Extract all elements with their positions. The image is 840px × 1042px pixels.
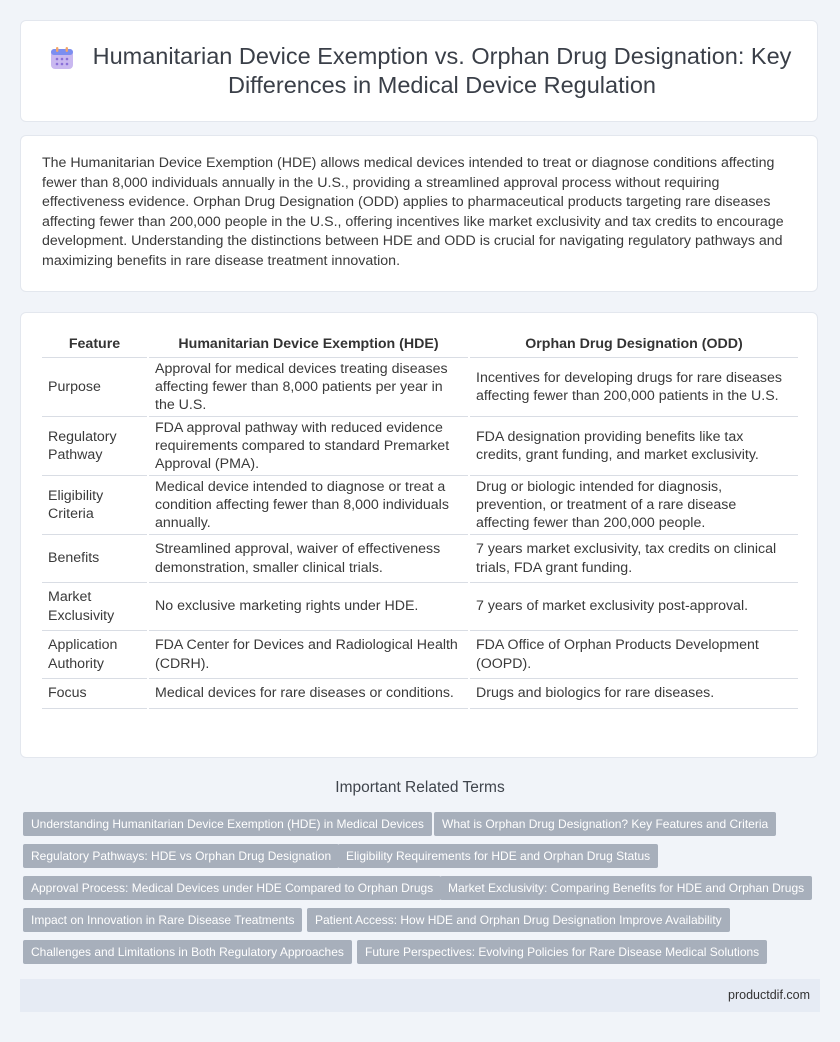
related-term-link[interactable]: Future Perspectives: Evolving Policies for Rare Disease Medical Solutions — [357, 940, 767, 964]
cell-odd: FDA Office of Orphan Products Development (OOPD). — [469, 631, 798, 679]
cell-hde: Medical devices for rare diseases or conditions. — [148, 679, 469, 709]
table-row — [42, 358, 798, 417]
cell-odd: Drugs and biologics for rare diseases. — [469, 679, 798, 709]
cell-odd: 7 years market exclusivity, tax credits on clinical trials, FDA grant funding. — [469, 535, 798, 583]
title-card — [20, 20, 818, 122]
table-row — [42, 476, 798, 535]
calendar-icon — [49, 45, 75, 71]
cell-hde: Approval for medical devices treating diseases affecting fewer than 8,000 patients per year in the U.S. — [148, 358, 469, 417]
header-feature: Feature — [42, 331, 148, 358]
cell-hde: Streamlined approval, waiver of effectiveness demonstration, smaller clinical trials. — [148, 535, 469, 583]
table-row — [42, 583, 798, 631]
table-row — [42, 679, 798, 709]
cell-odd: Drug or biologic intended for diagnosis, prevention, or treatment of a rare disease affecting fewer than 200,000 people. — [469, 476, 798, 535]
related-term-link[interactable]: Approval Process: Medical Devices under HDE Compared to Orphan Drugs — [23, 876, 441, 900]
footer — [20, 979, 820, 1012]
related-terms-heading: Important Related Terms — [335, 779, 505, 796]
related-term-link[interactable]: Impact on Innovation in Rare Disease Treatments — [23, 908, 302, 932]
cell-hde: FDA Center for Devices and Radiological Health (CDRH). — [148, 631, 469, 679]
related-term-link[interactable]: Regulatory Pathways: HDE vs Orphan Drug Designation — [23, 844, 339, 868]
page-title: Humanitarian Device Exemption vs. Orphan Drug Designation: Key Differences in Medical Device Regulation — [92, 43, 792, 98]
header-hde: Humanitarian Device Exemption (HDE) — [148, 331, 469, 358]
related-term-link[interactable]: Eligibility Requirements for HDE and Orphan Drug Status — [338, 844, 658, 868]
cell-feature: Benefits — [42, 535, 148, 583]
cell-hde: Medical device intended to diagnose or treat a condition affecting fewer than 8,000 individuals annually. — [148, 476, 469, 535]
table-row — [42, 535, 798, 583]
related-term-link[interactable]: What is Orphan Drug Designation? Key Features and Criteria — [434, 812, 776, 836]
cell-odd: FDA designation providing benefits like tax credits, grant funding, and market exclusivity. — [469, 417, 798, 476]
cell-feature: Regulatory Pathway — [42, 417, 148, 476]
comparison-card — [20, 312, 818, 758]
table-row — [42, 417, 798, 476]
intro-paragraph: The Humanitarian Device Exemption (HDE) allows medical devices intended to treat or diagnose conditions affecting fewer than 8,000 individuals annually in the U.S., providing a streamlined approval process without requiring effectiveness evidence. Orphan Drug Designation (ODD) applies to pharmaceutical products targeting rare diseases affecting fewer than 200,000 people in the U.S., offering incentives like market exclusivity and tax credits to encourage development. Understanding the distinctions between HDE and ODD is crucial for navigating regulatory pathways and maximizing benefits in rare disease treatment innovation. — [42, 155, 784, 269]
related-term-link[interactable]: Understanding Humanitarian Device Exemption (HDE) in Medical Devices — [23, 812, 432, 836]
intro-card — [20, 135, 818, 292]
cell-odd: 7 years of market exclusivity post-approval. — [469, 583, 798, 631]
comparison-table — [42, 331, 798, 709]
table-row — [42, 631, 798, 679]
cell-odd: Incentives for developing drugs for rare diseases affecting fewer than 200,000 patients in the U.S. — [469, 358, 798, 417]
header-odd: Orphan Drug Designation (ODD) — [469, 331, 798, 358]
footer-site: productdif.com — [728, 988, 810, 1002]
cell-hde: FDA approval pathway with reduced evidence requirements compared to standard Premarket Approval (PMA). — [148, 417, 469, 476]
cell-hde: No exclusive marketing rights under HDE. — [148, 583, 469, 631]
cell-feature: Eligibility Criteria — [42, 476, 148, 535]
cell-feature: Purpose — [42, 358, 148, 417]
related-term-link[interactable]: Market Exclusivity: Comparing Benefits for HDE and Orphan Drugs — [440, 876, 812, 900]
cell-feature: Market Exclusivity — [42, 583, 148, 631]
table-header-row — [42, 331, 798, 358]
related-term-link[interactable]: Challenges and Limitations in Both Regulatory Approaches — [23, 940, 352, 964]
cell-feature: Focus — [42, 679, 148, 709]
cell-feature: Application Authority — [42, 631, 148, 679]
related-term-link[interactable]: Patient Access: How HDE and Orphan Drug Designation Improve Availability — [307, 908, 730, 932]
